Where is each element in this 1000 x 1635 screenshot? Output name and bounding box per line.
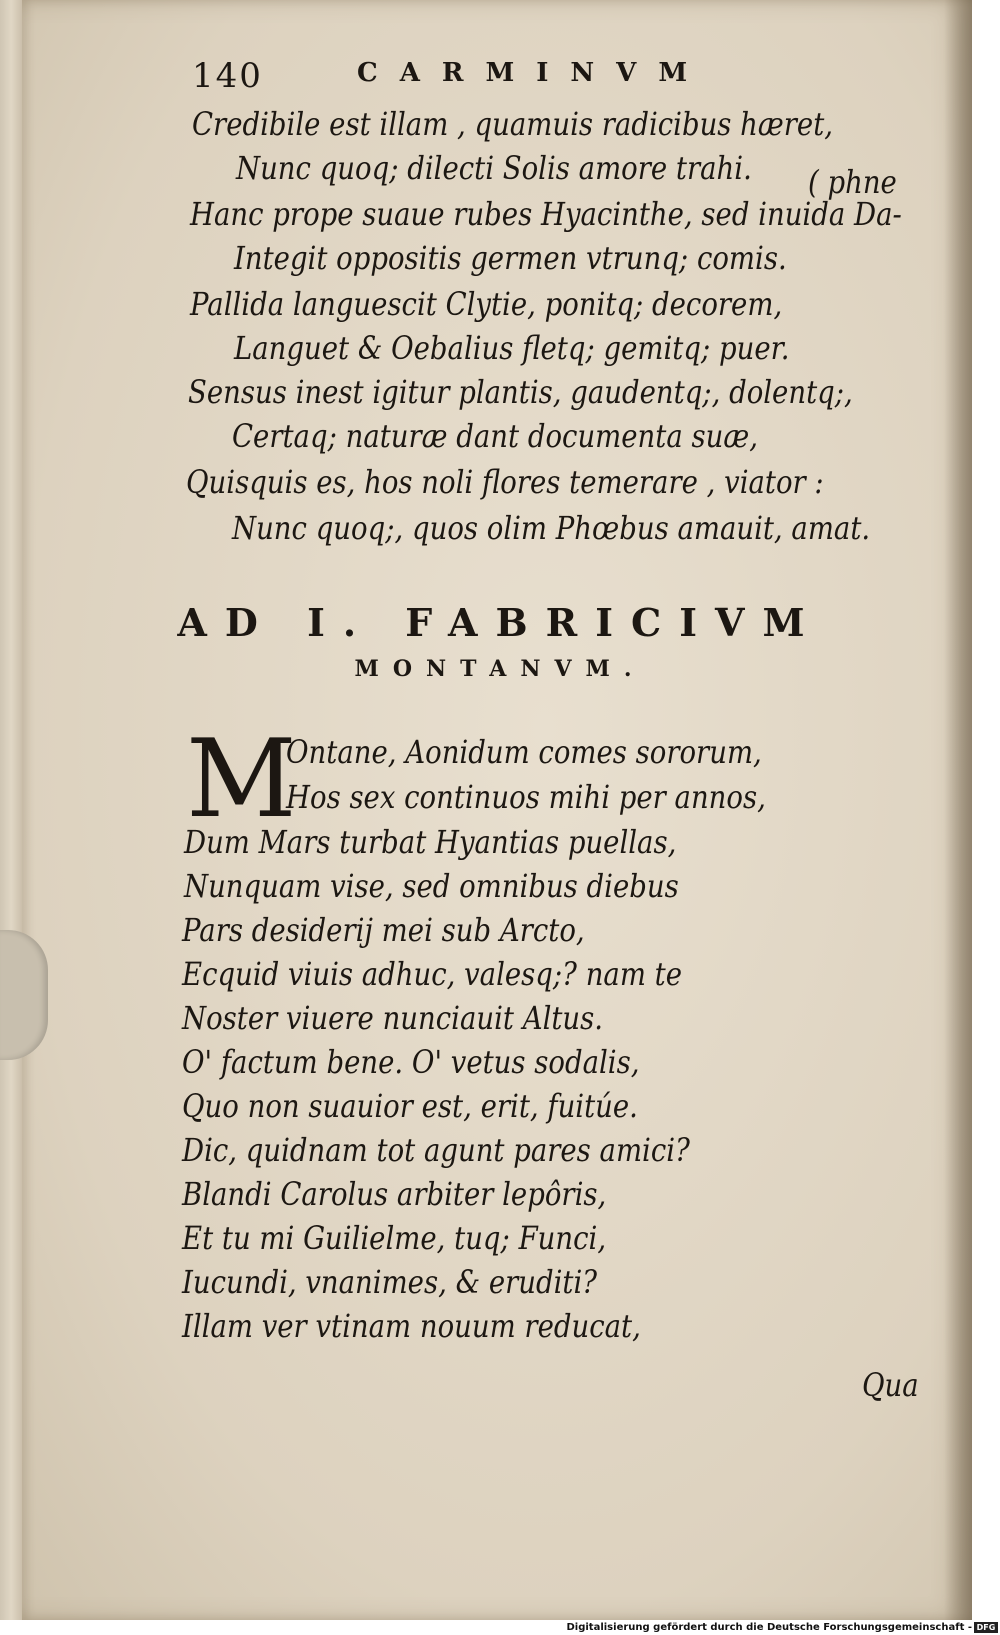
verse-line: O' factum bene. O' vetus sodalis, bbox=[182, 1043, 640, 1081]
book-clasp bbox=[0, 930, 48, 1060]
catchword: Qua bbox=[862, 1366, 919, 1404]
verse-line: Nunc quoq;, quos olim Phœbus amauit, amat. bbox=[232, 509, 871, 547]
verse-line: Pallida languescit Clytie, ponitq; decorem, bbox=[190, 285, 783, 323]
verse-line: Hanc prope suaue rubes Hyacinthe, sed inuida Da- bbox=[190, 195, 902, 233]
verse-line: Ecquid viuis adhuc, valesq;? nam te bbox=[182, 955, 683, 993]
running-head bbox=[192, 52, 752, 96]
verse-line: Hos sex continuos mihi per annos, bbox=[286, 778, 766, 816]
poem-title-second-line: MONTANVM. bbox=[354, 656, 646, 682]
verse-carryover: ( phne bbox=[808, 163, 897, 201]
drop-capital: M bbox=[186, 717, 297, 842]
verse-line: Noster viuere nunciauit Altus. bbox=[182, 999, 604, 1037]
verse-line: Dum Mars turbat Hyantias puellas, bbox=[184, 823, 677, 861]
verse-line: Dic, quidnam tot agunt pares amici? bbox=[182, 1131, 690, 1169]
running-title: CARMINVM bbox=[357, 58, 710, 88]
verse-line: Credibile est illam , quamuis radicibus hæret, bbox=[192, 105, 834, 143]
verse-line: Nunc quoq; dilecti Solis amore trahi. bbox=[236, 149, 752, 187]
page-number: 140 bbox=[192, 56, 263, 96]
verse-line: Nunquam vise, sed omnibus diebus bbox=[184, 867, 679, 905]
verse-line: Iucundi, vnanimes, & eruditi? bbox=[182, 1263, 598, 1301]
verse-line: Illam ver vtinam nouum reducat, bbox=[182, 1307, 641, 1345]
dfg-logo-icon: DFG bbox=[974, 1622, 998, 1633]
verse-line: Sensus inest igitur plantis, gaudentq;, dolentq;, bbox=[188, 373, 853, 411]
verse-line: Quisquis es, hos noli flores temerare , viator : bbox=[186, 463, 824, 501]
digitization-footer bbox=[0, 1620, 1000, 1635]
verse-line: Blandi Carolus arbiter lepôris, bbox=[182, 1175, 607, 1213]
verse-line: Integit oppositis germen vtrunq; comis. bbox=[234, 239, 787, 277]
verse-line: Ontane, Aonidum comes sororum, bbox=[286, 733, 762, 771]
verse-line: Quo non suauior est, erit, fuitúe. bbox=[182, 1087, 638, 1125]
poem-title: AD I. FABRICIVM bbox=[177, 600, 823, 645]
verse-line: Certaq; naturæ dant documenta suæ, bbox=[232, 417, 758, 455]
verse-line: Et tu mi Guilielme, tuq; Funci, bbox=[182, 1219, 607, 1257]
footer-credit: Digitalisierung gefördert durch die Deutsche Forschungsgemeinschaft - bbox=[566, 1622, 972, 1633]
verse-line: Languet & Oebalius fletq; gemitq; puer. bbox=[234, 329, 790, 367]
verse-line: Pars desiderij mei sub Arcto, bbox=[182, 911, 585, 949]
